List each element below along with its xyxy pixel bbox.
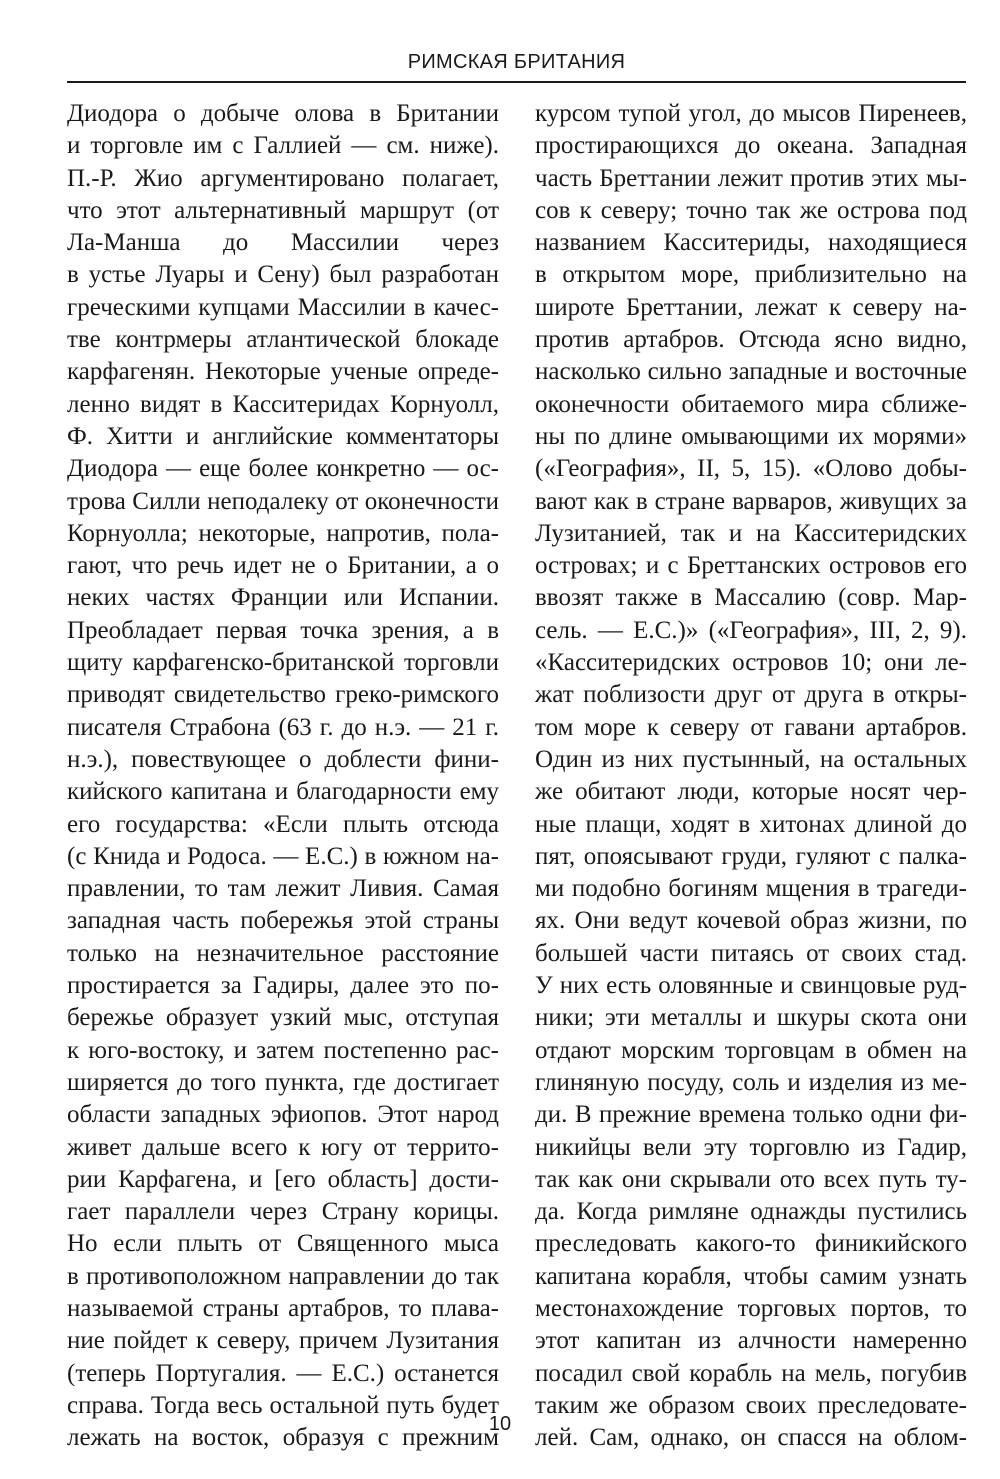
text-line: в открытом море, приблизительно на	[535, 261, 967, 289]
header-rule	[67, 81, 966, 83]
text-line: западная часть побережья этой страны	[67, 907, 499, 935]
text-line: в противоположном направлении до так	[67, 1262, 499, 1290]
text-line: ширяется до того пункта, где достигает	[67, 1068, 499, 1096]
text-line: ди. В прежние времена только одни фи-	[535, 1101, 967, 1129]
text-line: островах; и с Бреттанских островов его	[535, 552, 967, 580]
text-line: этот капитан из алчности намеренно	[535, 1327, 967, 1355]
text-line: отдают морским торговцам в обмен на	[535, 1036, 967, 1064]
left-column	[67, 98, 499, 1454]
text-line: в устье Луары и Сену) был разработан	[67, 261, 499, 289]
text-line: ники; эти металлы и шкуры скота они	[535, 1004, 967, 1032]
text-line: курсом тупой угол, до мысов Пиренеев,	[535, 100, 967, 127]
page-number: 10	[488, 1413, 512, 1435]
text-line: справа. Тогда весь остальной путь будет	[67, 1391, 499, 1419]
text-line: называемой страны артабров, то плава-	[67, 1294, 499, 1322]
text-line: местонахождение торговых портов, то	[535, 1294, 967, 1322]
text-line: простирающихся до океана. Западная	[535, 132, 967, 160]
text-line: что этот альтернативный маршрут (от	[67, 196, 499, 224]
text-line: писателя Страбона (63 г. до н.э. — 21 г.	[67, 713, 499, 741]
text-line: к юго-востоку, и затем постепенно рас-	[67, 1036, 499, 1064]
text-line: н.э.), повествующее о доблести фини-	[67, 745, 499, 773]
text-line: Преобладает первая точка зрения, а в	[67, 616, 499, 644]
text-line: пят, опоясывают груди, гуляют с палка-	[535, 842, 967, 870]
text-line: правлении, то там лежит Ливия. Самая	[67, 875, 499, 903]
text-line: и торговле им с Галлией — см. ниже).	[67, 132, 499, 160]
text-line: гает параллели через Страну корицы.	[67, 1198, 499, 1226]
text-line: неких частях Франции или Испании.	[67, 584, 499, 612]
text-line: лежать на восток, образуя с прежним	[67, 1424, 499, 1452]
text-line: ние пойдет к северу, причем Лузитания	[67, 1327, 499, 1355]
text-line: широте Бреттании, лежат к северу на-	[535, 293, 967, 321]
text-line: («География», II, 5, 15). «Олово добы-	[535, 455, 967, 483]
text-line: Диодора — еще более конкретно — ос-	[67, 455, 499, 483]
text-line: Ф. Хитти и английские комментаторы	[67, 422, 499, 450]
text-line: против артабров. Отсюда ясно видно,	[535, 326, 967, 354]
text-line: простирается за Гадиры, далее это по-	[67, 972, 499, 1000]
text-line: П.-Р. Жио аргументировано полагает,	[67, 164, 499, 192]
text-line: насколько сильно западные и восточные	[535, 358, 967, 386]
text-line: греческими купцами Массилии в качес-	[67, 293, 499, 321]
text-line: тве контрмеры атлантической блокаде	[67, 326, 499, 354]
text-line: приводят свидетельство греко-римского	[67, 681, 499, 709]
text-line: названием Касситериды, находящиеся	[535, 229, 967, 257]
text-line: том море к северу от гавани артабров.	[535, 713, 967, 741]
text-line: ленно видят в Касситеридах Корнуолл,	[67, 390, 499, 418]
text-line: да. Когда римляне однажды пустились	[535, 1198, 967, 1226]
text-line: капитана корабля, чтобы самим узнать	[535, 1262, 967, 1290]
text-line: (теперь Португалия. — Е.С.) останется	[67, 1359, 499, 1387]
text-line: ми подобно богиням мщения в трагеди-	[535, 875, 967, 903]
text-line: ны по длине омывающими их морями»	[535, 422, 967, 450]
text-line: вают как в стране варваров, живущих за	[535, 487, 967, 515]
text-line: часть Бреттании лежит против этих мы-	[535, 164, 967, 192]
text-line: рии Карфагена, и [его область] дости-	[67, 1165, 499, 1193]
text-line: Корнуолла; некоторые, напротив, пола-	[67, 519, 499, 547]
text-line: сов к северу; точно так же острова под	[535, 196, 967, 224]
text-line: живет дальше всего к югу от террито-	[67, 1133, 499, 1161]
text-line: его государства: «Если плыть отсюда	[67, 810, 499, 838]
text-line: ях. Они ведут кочевой образ жизни, по	[535, 907, 967, 935]
text-line: У них есть оловянные и свинцовые руд-	[535, 972, 967, 1000]
text-line: оконечности обитаемого мира сближе-	[535, 390, 967, 418]
text-line: глиняную посуду, соль и изделия из ме-	[535, 1068, 967, 1096]
text-line: Диодора о добыче олова в Британии	[67, 100, 499, 127]
text-line: большей части питаясь от своих стад.	[535, 939, 967, 967]
text-line: жат поблизости друг от друга в откры-	[535, 681, 967, 709]
text-line: Лузитанией, так и на Касситеридских	[535, 519, 967, 547]
text-line: гают, что речь идет не о Британии, а о	[67, 552, 499, 580]
text-line: (с Книда и Родоса. — Е.С.) в южном на-	[67, 842, 499, 870]
text-line: сель. — Е.С.)» («География», III, 2, 9).	[535, 616, 967, 644]
text-line: Ла-Манша до Массилии через	[67, 229, 499, 257]
text-line: лей. Сам, однако, он спасся на облом-	[535, 1424, 967, 1452]
text-line: кийского капитана и благодарности ему	[67, 778, 499, 806]
text-line: карфагенян. Некоторые ученые опреде-	[67, 358, 499, 386]
text-line: области западных эфиопов. Этот народ	[67, 1101, 499, 1129]
text-line: таким же образом своих преследовате-	[535, 1391, 967, 1419]
text-line: Но если плыть от Священного мыса	[67, 1230, 499, 1258]
text-line: же обитают люди, которые носят чер-	[535, 778, 967, 806]
text-line: щиту карфагенско-британской торговли	[67, 649, 499, 677]
text-line: никийцы вели эту торговлю из Гадир,	[535, 1133, 967, 1161]
text-line: посадил свой корабль на мель, погубив	[535, 1359, 967, 1387]
text-line: трова Силли неподалеку от оконечности	[67, 487, 499, 515]
text-line: так как они скрывали ото всех путь ту-	[535, 1165, 967, 1193]
text-line: ные плащи, ходят в хитонах длиной до	[535, 810, 967, 838]
text-line: Один из них пустынный, на остальных	[535, 745, 967, 773]
text-line: только на незначительное расстояние	[67, 939, 499, 967]
text-line: бережье образует узкий мыс, отступая	[67, 1004, 499, 1032]
text-line: «Касситеридских островов 10; они ле-	[535, 649, 967, 677]
running-header: РИМСКАЯ БРИТАНИЯ	[407, 51, 626, 73]
text-line: ввозят также в Массалию (совр. Мар-	[535, 584, 967, 612]
right-column	[535, 98, 967, 1454]
text-line: преследовать какого-то финикийского	[535, 1230, 967, 1258]
